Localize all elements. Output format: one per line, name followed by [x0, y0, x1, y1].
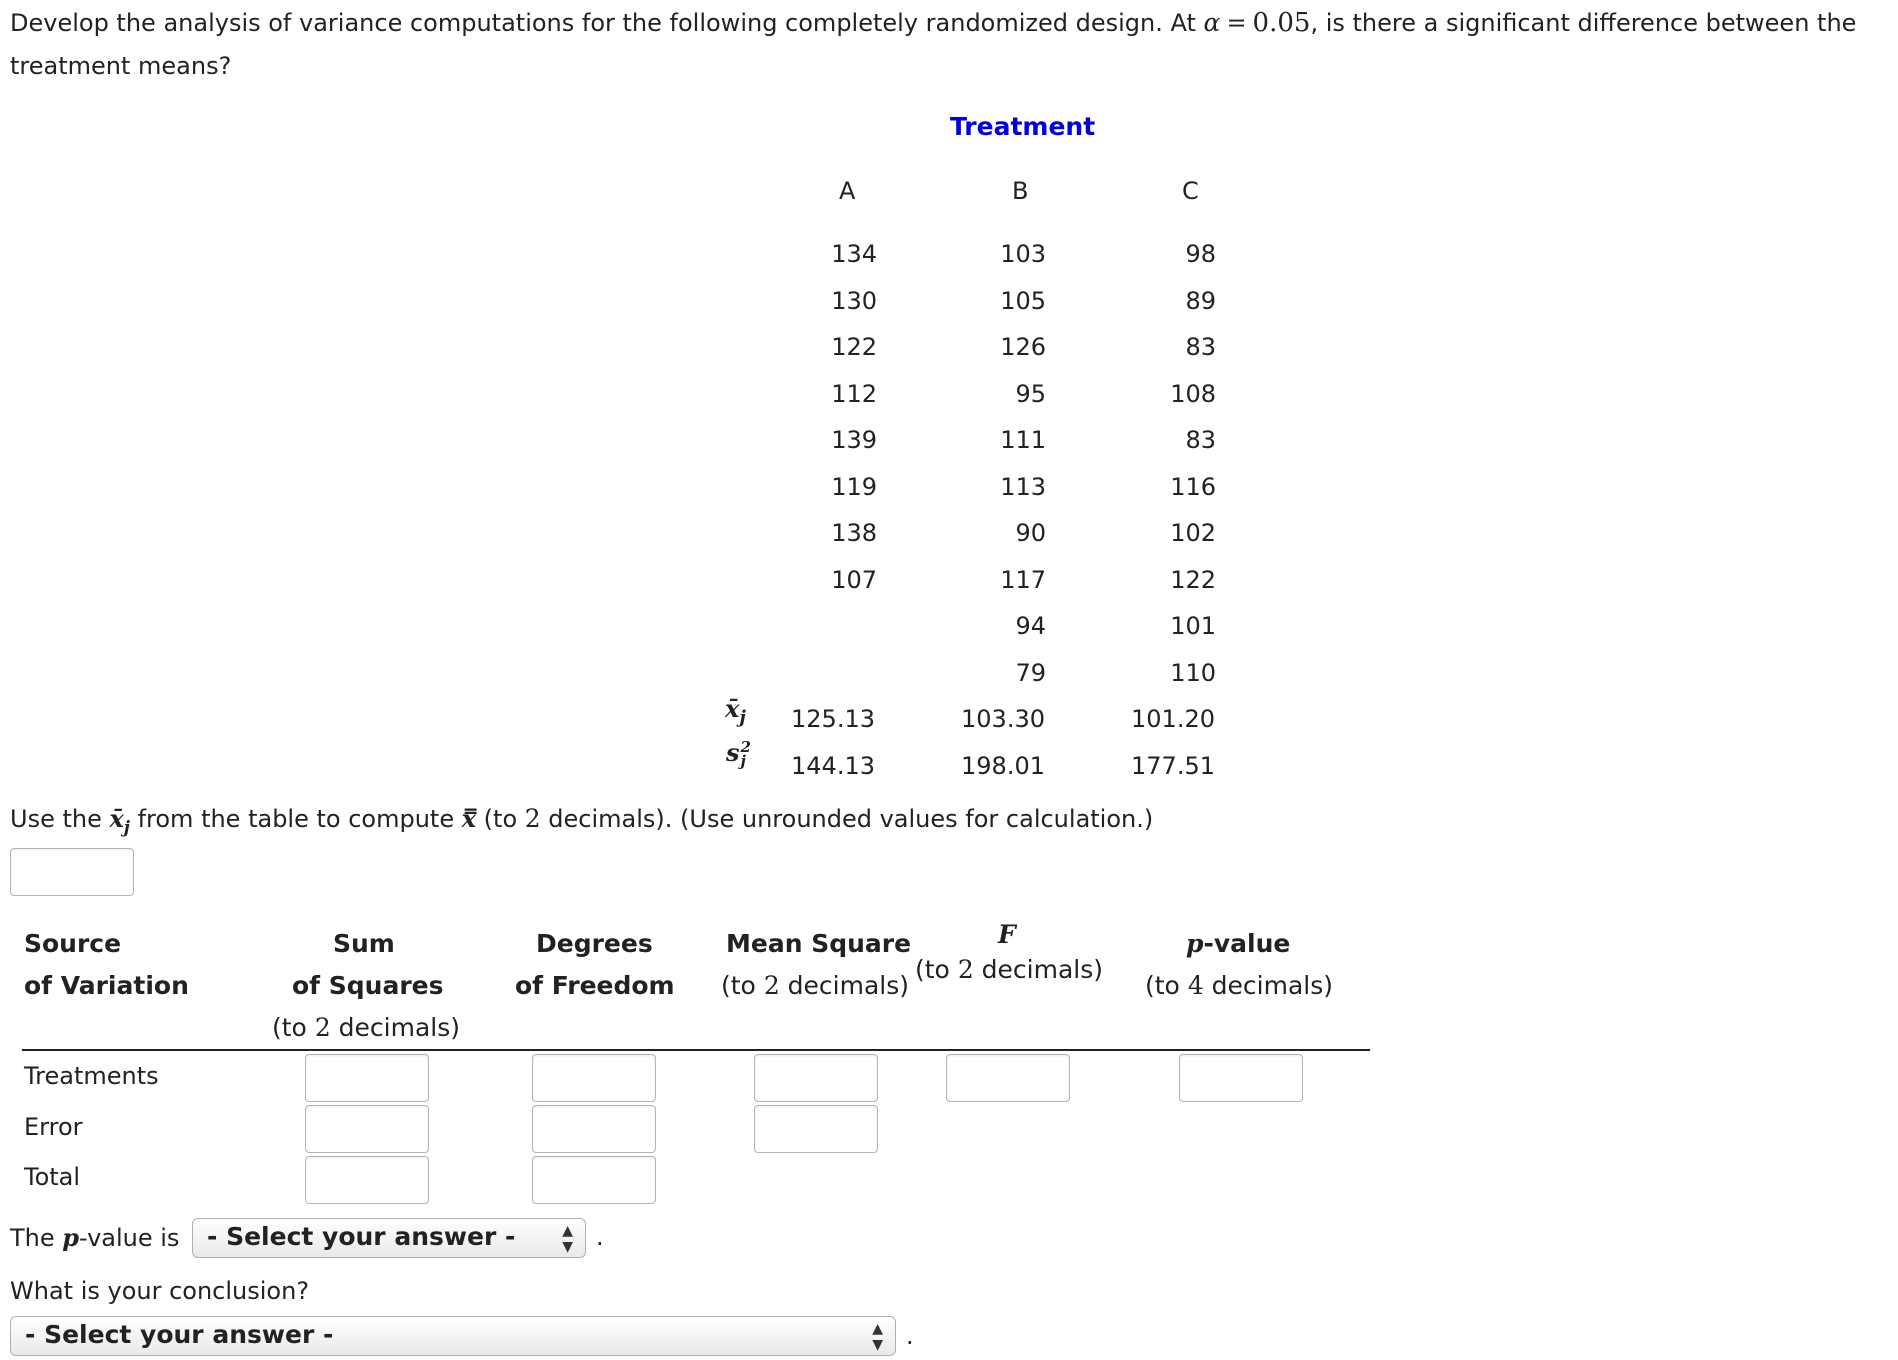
select-arrows-icon: ▲ ▼	[872, 1321, 883, 1353]
pvalue-select[interactable]	[192, 1218, 586, 1258]
grand-mean-symbol: x̿	[461, 804, 477, 833]
df-total-input[interactable]	[532, 1156, 656, 1204]
grand-mean-prompt	[10, 804, 1153, 838]
conclusion-select[interactable]	[10, 1316, 896, 1356]
treatment-title: Treatment	[950, 112, 1096, 141]
cell-B-4: 95	[1015, 380, 1046, 408]
ss-total-input[interactable]	[305, 1156, 429, 1204]
variance-A: 144.13	[791, 752, 875, 780]
row-label-total: Total	[24, 1163, 81, 1191]
prompt-part4: decimals). (Use unrounded values for calculation.)	[540, 805, 1154, 833]
equals-sign: =	[1226, 9, 1247, 37]
cell-C-1: 98	[1185, 240, 1216, 268]
f-precision-suffix: decimals)	[973, 955, 1104, 984]
ms-treatments-input[interactable]	[754, 1054, 878, 1102]
xbar-subscript: j	[123, 817, 130, 838]
grand-mean-input[interactable]	[10, 848, 134, 896]
question-line1-part1: Develop the analysis of variance computations for the following completely randomized design. At	[10, 9, 1204, 37]
ss-treatments-input[interactable]	[305, 1054, 429, 1102]
cell-B-6: 113	[1000, 473, 1046, 501]
cell-C-10: 110	[1170, 659, 1216, 687]
variance-superscript: 2	[740, 738, 751, 756]
variance-B: 198.01	[961, 752, 1045, 780]
conclusion-question: What is your conclusion?	[10, 1277, 310, 1305]
conclusion-select-value: - Select your answer -	[25, 1320, 334, 1349]
header-ss-1: Sum	[333, 929, 395, 958]
f-precision-prefix: (to	[915, 955, 958, 984]
cell-A-8: 107	[831, 566, 877, 594]
ms-precision-suffix: decimals)	[779, 971, 910, 1000]
p-precision-suffix: decimals)	[1203, 971, 1334, 1000]
df-error-input[interactable]	[532, 1105, 656, 1153]
header-source-1: Source	[24, 929, 122, 958]
pvalue-prefix: The	[10, 1224, 63, 1252]
header-p-2	[1145, 971, 1333, 1000]
alpha-value: 0.05	[1252, 8, 1311, 38]
variance-C: 177.51	[1131, 752, 1215, 780]
header-f-2	[915, 955, 1103, 984]
question-text	[10, 8, 1856, 38]
pvalue-select-period: .	[596, 1223, 604, 1251]
f-precision-number: 2	[957, 955, 974, 984]
p-precision-prefix: (to	[1145, 971, 1188, 1000]
cell-A-6: 119	[831, 473, 877, 501]
variance-subscript: j	[740, 752, 746, 770]
mean-row-label	[725, 694, 746, 728]
prompt-part1: Use the	[10, 805, 110, 833]
alpha-symbol: α	[1203, 8, 1221, 37]
cell-B-5: 111	[1000, 426, 1046, 454]
cell-C-6: 116	[1170, 473, 1216, 501]
ss-precision-suffix: decimals)	[330, 1013, 461, 1042]
p-value-word: -value	[1203, 929, 1291, 958]
cell-B-1: 103	[1000, 240, 1046, 268]
cell-A-1: 134	[831, 240, 877, 268]
header-ms-1: Mean Square	[726, 929, 912, 958]
cell-C-3: 83	[1185, 333, 1216, 361]
pvalue-p-symbol: p	[62, 1223, 80, 1252]
ms-precision-number: 2	[763, 971, 780, 1000]
col-header-C: C	[1182, 177, 1199, 205]
pvalue-select-value: - Select your answer -	[207, 1222, 516, 1251]
cell-C-9: 101	[1170, 612, 1216, 640]
variance-symbol: s	[726, 738, 740, 767]
cell-A-2: 130	[831, 287, 877, 315]
cell-B-2: 105	[1000, 287, 1046, 315]
mean-B: 103.30	[961, 705, 1045, 733]
cell-B-7: 90	[1015, 519, 1046, 547]
pvalue-select-label	[10, 1223, 179, 1252]
select-arrows-icon: ▲ ▼	[562, 1223, 573, 1255]
header-f-1: F	[998, 920, 1016, 949]
xbar-symbol: x̄	[109, 804, 124, 833]
f-input[interactable]	[946, 1054, 1070, 1102]
cell-C-8: 122	[1170, 566, 1216, 594]
mean-C: 101.20	[1131, 705, 1215, 733]
cell-C-4: 108	[1170, 380, 1216, 408]
cell-A-5: 139	[831, 426, 877, 454]
cell-C-7: 102	[1170, 519, 1216, 547]
conclusion-select-period: .	[906, 1322, 914, 1350]
mean-A: 125.13	[791, 705, 875, 733]
cell-B-10: 79	[1015, 659, 1046, 687]
col-header-B: B	[1012, 177, 1029, 205]
header-divider	[22, 1049, 1370, 1051]
df-treatments-input[interactable]	[532, 1054, 656, 1102]
prompt-part2: from the table to compute	[129, 805, 462, 833]
cell-B-8: 117	[1000, 566, 1046, 594]
cell-C-2: 89	[1185, 287, 1216, 315]
mean-subscript: j	[739, 706, 746, 728]
ms-error-input[interactable]	[754, 1105, 878, 1153]
ss-error-input[interactable]	[305, 1105, 429, 1153]
ss-precision-prefix: (to	[272, 1013, 315, 1042]
cell-C-5: 83	[1185, 426, 1216, 454]
header-p-1	[1186, 929, 1290, 958]
cell-A-3: 122	[831, 333, 877, 361]
prompt-part3: (to	[476, 805, 525, 833]
header-df-2: of Freedom	[515, 971, 675, 1000]
mean-symbol: x̄	[725, 694, 740, 723]
header-ss-3	[272, 1013, 460, 1042]
col-header-A: A	[839, 177, 856, 205]
header-source-2: of Variation	[24, 971, 189, 1000]
p-value-input[interactable]	[1179, 1054, 1303, 1102]
p-precision-number: 4	[1187, 971, 1204, 1000]
question-line1-part2: , is there a significant difference between the	[1310, 9, 1857, 37]
row-label-treatments: Treatments	[24, 1062, 159, 1090]
header-ss-2: of Squares	[292, 971, 444, 1000]
cell-A-4: 112	[831, 380, 877, 408]
cell-B-3: 126	[1000, 333, 1046, 361]
header-ms-2	[721, 971, 909, 1000]
prompt-decimals: 2	[524, 804, 541, 833]
p-symbol: p	[1186, 929, 1204, 958]
header-df-1: Degrees	[536, 929, 653, 958]
question-line2: treatment means?	[10, 52, 232, 80]
ss-precision-number: 2	[314, 1013, 331, 1042]
ms-precision-prefix: (to	[721, 971, 764, 1000]
cell-A-7: 138	[831, 519, 877, 547]
pvalue-suffix: -value is	[79, 1224, 180, 1252]
row-label-error: Error	[24, 1113, 83, 1141]
cell-B-9: 94	[1015, 612, 1046, 640]
